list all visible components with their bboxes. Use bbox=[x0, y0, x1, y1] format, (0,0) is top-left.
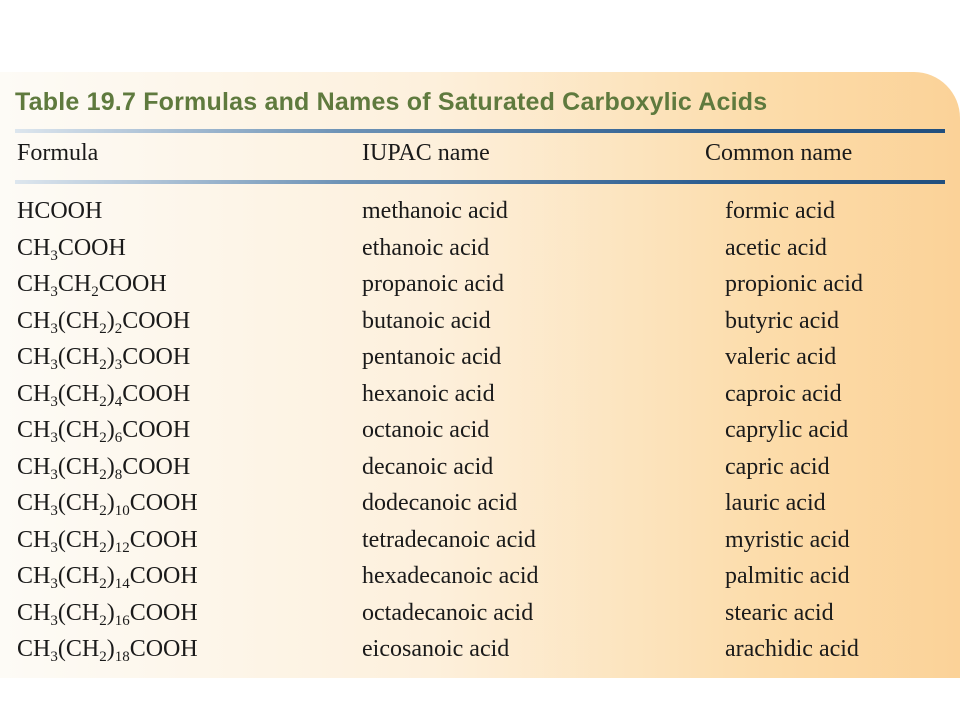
formula-part: HCOOH bbox=[17, 198, 103, 224]
common-name-cell: valeric acid bbox=[725, 344, 837, 370]
formula-subscript: 2 bbox=[99, 503, 107, 519]
table-row bbox=[0, 525, 960, 562]
formula-part: COOH bbox=[129, 490, 198, 516]
iupac-name-cell: decanoic acid bbox=[362, 453, 494, 480]
iupac-name-cell: dodecanoic acid bbox=[362, 490, 518, 516]
common-name-cell: caprylic acid bbox=[725, 417, 849, 443]
formula-subscript: 3 bbox=[50, 649, 58, 665]
iupac-name-cell: methanoic acid bbox=[362, 198, 508, 224]
formula-cell bbox=[17, 269, 167, 299]
formula-subscript: 2 bbox=[99, 430, 107, 446]
table-panel bbox=[0, 72, 960, 678]
formula-cell bbox=[17, 634, 198, 664]
table-row bbox=[0, 634, 960, 671]
formula-part: CH bbox=[17, 271, 51, 297]
formula-part: ) bbox=[106, 490, 115, 516]
formula-part: (CH bbox=[57, 526, 100, 553]
formula-part: COOH bbox=[122, 453, 191, 480]
formula-part: ) bbox=[106, 307, 115, 334]
formula-part: (CH bbox=[57, 636, 100, 662]
formula-cell bbox=[17, 525, 198, 555]
table-row bbox=[0, 379, 960, 416]
common-name-cell: formic acid bbox=[725, 198, 835, 224]
formula-part: (CH bbox=[57, 599, 100, 626]
common-name-cell: palmitic acid bbox=[725, 563, 850, 589]
formula-part: (CH bbox=[57, 380, 100, 407]
formula-subscript: 2 bbox=[99, 539, 107, 556]
formula-subscript: 2 bbox=[99, 357, 107, 373]
formula-part: CH bbox=[17, 380, 51, 407]
formula-subscript: 3 bbox=[50, 576, 58, 592]
formula-part: (CH bbox=[57, 307, 100, 334]
header-iupac-name: IUPAC name bbox=[362, 140, 490, 166]
table-row bbox=[0, 561, 960, 598]
formula-cell bbox=[17, 342, 190, 372]
formula-part: CH bbox=[17, 344, 51, 370]
formula-subscript: 3 bbox=[50, 247, 58, 264]
formula-subscript: 14 bbox=[114, 576, 130, 592]
table-row bbox=[0, 306, 960, 343]
iupac-name-cell: octanoic acid bbox=[362, 417, 490, 443]
formula-subscript: 3 bbox=[50, 284, 58, 300]
common-name-cell: lauric acid bbox=[725, 490, 826, 516]
formula-subscript: 3 bbox=[50, 539, 58, 556]
iupac-name-cell: tetradecanoic acid bbox=[362, 526, 536, 553]
formula-subscript: 3 bbox=[50, 466, 58, 483]
formula-cell bbox=[17, 379, 190, 409]
formula-cell bbox=[17, 598, 198, 628]
formula-part: CH bbox=[17, 234, 51, 261]
formula-part: CH bbox=[17, 526, 51, 553]
formula-cell bbox=[17, 452, 190, 482]
header-common-name: Common name bbox=[705, 140, 853, 166]
table-row bbox=[0, 598, 960, 635]
formula-part: ) bbox=[106, 453, 115, 480]
formula-subscript: 2 bbox=[99, 393, 107, 410]
formula-part: (CH bbox=[57, 453, 100, 480]
common-name-cell: myristic acid bbox=[725, 526, 850, 553]
formula-subscript: 12 bbox=[114, 539, 130, 556]
formula-cell bbox=[17, 306, 190, 336]
formula-part: ) bbox=[106, 636, 115, 662]
common-name-cell: acetic acid bbox=[725, 234, 827, 261]
formula-part: (CH bbox=[57, 417, 100, 443]
header-rule bbox=[15, 180, 945, 184]
formula-cell bbox=[17, 196, 102, 226]
common-name-cell: propionic acid bbox=[725, 271, 863, 297]
formula-subscript: 6 bbox=[114, 430, 123, 446]
formula-subscript: 3 bbox=[50, 320, 58, 337]
common-name-cell: stearic acid bbox=[725, 599, 834, 626]
table-body bbox=[0, 196, 960, 671]
formula-part: CH bbox=[17, 636, 51, 662]
iupac-name-cell: butanoic acid bbox=[362, 307, 491, 334]
formula-part: CH bbox=[17, 599, 51, 626]
formula-part: ) bbox=[106, 344, 115, 370]
formula-subscript: 3 bbox=[50, 357, 58, 373]
formula-part: COOH bbox=[122, 344, 191, 370]
formula-subscript: 3 bbox=[50, 393, 58, 410]
table-row bbox=[0, 452, 960, 489]
formula-part: CH bbox=[57, 271, 92, 297]
table-title: Table 19.7 Formulas and Names of Saturated Carboxylic Acids bbox=[15, 88, 768, 116]
formula-part: COOH bbox=[129, 599, 198, 626]
formula-part: COOH bbox=[122, 307, 191, 334]
formula-part: CH bbox=[17, 563, 51, 589]
common-name-cell: butyric acid bbox=[725, 307, 839, 334]
table-row bbox=[0, 488, 960, 525]
formula-part: CH bbox=[17, 307, 51, 334]
table-row bbox=[0, 269, 960, 306]
formula-part: COOH bbox=[57, 234, 126, 261]
formula-part: ) bbox=[106, 380, 115, 407]
formula-part: COOH bbox=[129, 563, 198, 589]
common-name-cell: arachidic acid bbox=[725, 636, 859, 662]
formula-subscript: 2 bbox=[114, 320, 123, 337]
formula-part: ) bbox=[106, 526, 115, 553]
table-row bbox=[0, 233, 960, 270]
table-header-row bbox=[0, 140, 960, 176]
table-row bbox=[0, 196, 960, 233]
iupac-name-cell: pentanoic acid bbox=[362, 344, 502, 370]
formula-part: COOH bbox=[129, 526, 198, 553]
formula-part: ) bbox=[106, 417, 115, 443]
common-name-cell: caproic acid bbox=[725, 380, 842, 407]
formula-subscript: 18 bbox=[114, 649, 130, 665]
formula-subscript: 3 bbox=[50, 430, 58, 446]
iupac-name-cell: hexadecanoic acid bbox=[362, 563, 539, 589]
iupac-name-cell: ethanoic acid bbox=[362, 234, 490, 261]
formula-part: (CH bbox=[57, 490, 100, 516]
formula-cell bbox=[17, 488, 198, 518]
formula-part: COOH bbox=[122, 380, 191, 407]
formula-part: CH bbox=[17, 490, 51, 516]
formula-subscript: 2 bbox=[91, 284, 99, 300]
formula-subscript: 2 bbox=[99, 466, 107, 483]
formula-subscript: 2 bbox=[99, 320, 107, 337]
formula-cell bbox=[17, 415, 190, 445]
iupac-name-cell: propanoic acid bbox=[362, 271, 504, 297]
formula-part: ) bbox=[106, 599, 115, 626]
formula-part: COOH bbox=[98, 271, 167, 297]
formula-part: COOH bbox=[129, 636, 198, 662]
iupac-name-cell: octadecanoic acid bbox=[362, 599, 534, 626]
formula-subscript: 3 bbox=[50, 612, 58, 629]
formula-subscript: 10 bbox=[114, 503, 130, 519]
header-formula: Formula bbox=[17, 140, 99, 166]
iupac-name-cell: eicosanoic acid bbox=[362, 636, 510, 662]
formula-part: COOH bbox=[122, 417, 191, 443]
common-name-cell: capric acid bbox=[725, 453, 830, 480]
formula-subscript: 3 bbox=[50, 503, 58, 519]
formula-part: ) bbox=[106, 563, 115, 589]
formula-part: (CH bbox=[57, 563, 100, 589]
table-row bbox=[0, 415, 960, 452]
formula-subscript: 2 bbox=[99, 649, 107, 665]
formula-cell bbox=[17, 233, 126, 263]
formula-subscript: 2 bbox=[99, 576, 107, 592]
formula-subscript: 16 bbox=[114, 612, 130, 629]
formula-subscript: 8 bbox=[114, 466, 123, 483]
formula-subscript: 2 bbox=[99, 612, 107, 629]
table-row bbox=[0, 342, 960, 379]
formula-cell bbox=[17, 561, 198, 591]
formula-subscript: 4 bbox=[114, 393, 123, 410]
formula-part: CH bbox=[17, 453, 51, 480]
title-rule bbox=[15, 129, 945, 133]
formula-part: CH bbox=[17, 417, 51, 443]
formula-subscript: 3 bbox=[114, 357, 123, 373]
formula-part: (CH bbox=[57, 344, 100, 370]
iupac-name-cell: hexanoic acid bbox=[362, 380, 495, 407]
